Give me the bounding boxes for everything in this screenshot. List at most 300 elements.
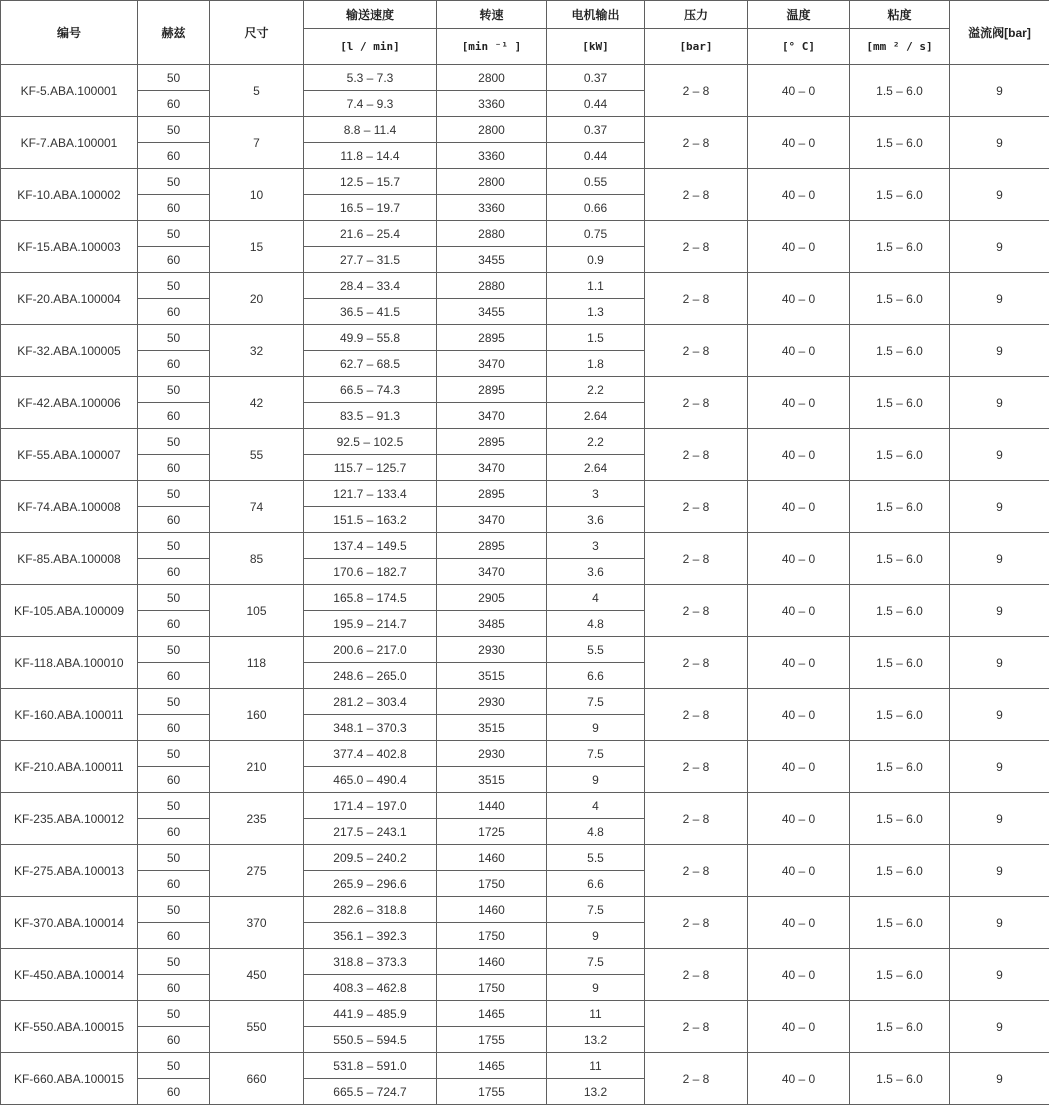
model-code-cell: KF-74.ABA.100008 bbox=[1, 481, 138, 533]
speed-cell: 3455 bbox=[437, 299, 547, 325]
flow-rate-cell: 92.5 – 102.5 bbox=[304, 429, 437, 455]
viscosity-cell: 1.5 – 6.0 bbox=[850, 585, 950, 637]
size-cell: 550 bbox=[210, 1001, 304, 1053]
speed-cell: 2880 bbox=[437, 273, 547, 299]
speed-cell: 3515 bbox=[437, 663, 547, 689]
frequency-cell: 60 bbox=[138, 403, 210, 429]
motor-power-cell: 1.8 bbox=[547, 351, 645, 377]
table-row bbox=[1, 741, 1049, 767]
size-cell: 235 bbox=[210, 793, 304, 845]
model-code-cell: KF-160.ABA.100011 bbox=[1, 689, 138, 741]
table-row bbox=[1, 377, 1049, 403]
flow-rate-cell: 348.1 – 370.3 bbox=[304, 715, 437, 741]
unit-temp: [° C] bbox=[748, 29, 850, 65]
flow-rate-cell: 21.6 – 25.4 bbox=[304, 221, 437, 247]
header-power: 电机输出 bbox=[547, 1, 645, 29]
table-row bbox=[1, 1001, 1049, 1027]
frequency-cell: 50 bbox=[138, 273, 210, 299]
speed-cell: 1460 bbox=[437, 845, 547, 871]
viscosity-cell: 1.5 – 6.0 bbox=[850, 169, 950, 221]
frequency-cell: 50 bbox=[138, 689, 210, 715]
frequency-cell: 50 bbox=[138, 117, 210, 143]
header-temp: 温度 bbox=[748, 1, 850, 29]
unit-flow: [l / min] bbox=[304, 29, 437, 65]
speed-cell: 2905 bbox=[437, 585, 547, 611]
model-code-cell: KF-450.ABA.100014 bbox=[1, 949, 138, 1001]
relief-valve-cell: 9 bbox=[950, 689, 1049, 741]
motor-power-cell: 7.5 bbox=[547, 689, 645, 715]
relief-valve-cell: 9 bbox=[950, 741, 1049, 793]
frequency-cell: 60 bbox=[138, 91, 210, 117]
speed-cell: 2895 bbox=[437, 481, 547, 507]
flow-rate-cell: 441.9 – 485.9 bbox=[304, 1001, 437, 1027]
header-flow: 输送速度 bbox=[304, 1, 437, 29]
temperature-cell: 40 – 0 bbox=[748, 845, 850, 897]
model-code-cell: KF-105.ABA.100009 bbox=[1, 585, 138, 637]
model-code-cell: KF-210.ABA.100011 bbox=[1, 741, 138, 793]
motor-power-cell: 11 bbox=[547, 1001, 645, 1027]
flow-rate-cell: 5.3 – 7.3 bbox=[304, 65, 437, 91]
speed-cell: 3360 bbox=[437, 143, 547, 169]
speed-cell: 1460 bbox=[437, 897, 547, 923]
flow-rate-cell: 408.3 – 462.8 bbox=[304, 975, 437, 1001]
motor-power-cell: 7.5 bbox=[547, 949, 645, 975]
motor-power-cell: 4 bbox=[547, 585, 645, 611]
pressure-cell: 2 – 8 bbox=[645, 741, 748, 793]
motor-power-cell: 0.75 bbox=[547, 221, 645, 247]
speed-cell: 3470 bbox=[437, 455, 547, 481]
flow-rate-cell: 115.7 – 125.7 bbox=[304, 455, 437, 481]
speed-cell: 1465 bbox=[437, 1053, 547, 1079]
speed-cell: 2880 bbox=[437, 221, 547, 247]
header-viscosity: 粘度 bbox=[850, 1, 950, 29]
temperature-cell: 40 – 0 bbox=[748, 637, 850, 689]
size-cell: 32 bbox=[210, 325, 304, 377]
table-row bbox=[1, 325, 1049, 351]
flow-rate-cell: 248.6 – 265.0 bbox=[304, 663, 437, 689]
relief-valve-cell: 9 bbox=[950, 325, 1049, 377]
size-cell: 105 bbox=[210, 585, 304, 637]
speed-cell: 3470 bbox=[437, 559, 547, 585]
speed-cell: 2895 bbox=[437, 325, 547, 351]
flow-rate-cell: 28.4 – 33.4 bbox=[304, 273, 437, 299]
flow-rate-cell: 36.5 – 41.5 bbox=[304, 299, 437, 325]
size-cell: 450 bbox=[210, 949, 304, 1001]
temperature-cell: 40 – 0 bbox=[748, 741, 850, 793]
table-row bbox=[1, 429, 1049, 455]
speed-cell: 2930 bbox=[437, 637, 547, 663]
pressure-cell: 2 – 8 bbox=[645, 221, 748, 273]
flow-rate-cell: 377.4 – 402.8 bbox=[304, 741, 437, 767]
flow-rate-cell: 356.1 – 392.3 bbox=[304, 923, 437, 949]
temperature-cell: 40 – 0 bbox=[748, 689, 850, 741]
viscosity-cell: 1.5 – 6.0 bbox=[850, 1053, 950, 1105]
model-code-cell: KF-550.ABA.100015 bbox=[1, 1001, 138, 1053]
pressure-cell: 2 – 8 bbox=[645, 897, 748, 949]
temperature-cell: 40 – 0 bbox=[748, 117, 850, 169]
motor-power-cell: 9 bbox=[547, 923, 645, 949]
motor-power-cell: 2.2 bbox=[547, 429, 645, 455]
table-header bbox=[1, 1, 1049, 65]
viscosity-cell: 1.5 – 6.0 bbox=[850, 637, 950, 689]
speed-cell: 2800 bbox=[437, 65, 547, 91]
pressure-cell: 2 – 8 bbox=[645, 533, 748, 585]
size-cell: 10 bbox=[210, 169, 304, 221]
header-pressure: 压力 bbox=[645, 1, 748, 29]
table-row bbox=[1, 637, 1049, 663]
table-body bbox=[1, 65, 1049, 1105]
temperature-cell: 40 – 0 bbox=[748, 1001, 850, 1053]
speed-cell: 1755 bbox=[437, 1079, 547, 1105]
speed-cell: 2895 bbox=[437, 429, 547, 455]
motor-power-cell: 9 bbox=[547, 975, 645, 1001]
header-speed: 转速 bbox=[437, 1, 547, 29]
relief-valve-cell: 9 bbox=[950, 117, 1049, 169]
table-row bbox=[1, 221, 1049, 247]
flow-rate-cell: 16.5 – 19.7 bbox=[304, 195, 437, 221]
flow-rate-cell: 151.5 – 163.2 bbox=[304, 507, 437, 533]
temperature-cell: 40 – 0 bbox=[748, 325, 850, 377]
frequency-cell: 50 bbox=[138, 169, 210, 195]
frequency-cell: 50 bbox=[138, 637, 210, 663]
flow-rate-cell: 170.6 – 182.7 bbox=[304, 559, 437, 585]
relief-valve-cell: 9 bbox=[950, 585, 1049, 637]
speed-cell: 2800 bbox=[437, 117, 547, 143]
frequency-cell: 50 bbox=[138, 481, 210, 507]
flow-rate-cell: 282.6 – 318.8 bbox=[304, 897, 437, 923]
motor-power-cell: 5.5 bbox=[547, 637, 645, 663]
flow-rate-cell: 550.5 – 594.5 bbox=[304, 1027, 437, 1053]
pressure-cell: 2 – 8 bbox=[645, 585, 748, 637]
relief-valve-cell: 9 bbox=[950, 1053, 1049, 1105]
speed-cell: 2930 bbox=[437, 689, 547, 715]
size-cell: 74 bbox=[210, 481, 304, 533]
model-code-cell: KF-85.ABA.100008 bbox=[1, 533, 138, 585]
temperature-cell: 40 – 0 bbox=[748, 897, 850, 949]
relief-valve-cell: 9 bbox=[950, 949, 1049, 1001]
frequency-cell: 60 bbox=[138, 351, 210, 377]
temperature-cell: 40 – 0 bbox=[748, 793, 850, 845]
frequency-cell: 50 bbox=[138, 325, 210, 351]
temperature-cell: 40 – 0 bbox=[748, 273, 850, 325]
flow-rate-cell: 171.4 – 197.0 bbox=[304, 793, 437, 819]
flow-rate-cell: 66.5 – 74.3 bbox=[304, 377, 437, 403]
motor-power-cell: 4.8 bbox=[547, 819, 645, 845]
motor-power-cell: 4.8 bbox=[547, 611, 645, 637]
speed-cell: 2930 bbox=[437, 741, 547, 767]
frequency-cell: 50 bbox=[138, 845, 210, 871]
pressure-cell: 2 – 8 bbox=[645, 689, 748, 741]
model-code-cell: KF-118.ABA.100010 bbox=[1, 637, 138, 689]
unit-viscosity: [mm ² / s] bbox=[850, 29, 950, 65]
table-row bbox=[1, 65, 1049, 91]
viscosity-cell: 1.5 – 6.0 bbox=[850, 949, 950, 1001]
motor-power-cell: 0.37 bbox=[547, 65, 645, 91]
motor-power-cell: 5.5 bbox=[547, 845, 645, 871]
motor-power-cell: 3.6 bbox=[547, 507, 645, 533]
motor-power-cell: 1.5 bbox=[547, 325, 645, 351]
relief-valve-cell: 9 bbox=[950, 377, 1049, 429]
table-row bbox=[1, 845, 1049, 871]
size-cell: 55 bbox=[210, 429, 304, 481]
flow-rate-cell: 209.5 – 240.2 bbox=[304, 845, 437, 871]
motor-power-cell: 0.66 bbox=[547, 195, 645, 221]
frequency-cell: 60 bbox=[138, 455, 210, 481]
speed-cell: 2800 bbox=[437, 169, 547, 195]
relief-valve-cell: 9 bbox=[950, 637, 1049, 689]
pressure-cell: 2 – 8 bbox=[645, 273, 748, 325]
model-code-cell: KF-5.ABA.100001 bbox=[1, 65, 138, 117]
frequency-cell: 50 bbox=[138, 949, 210, 975]
size-cell: 20 bbox=[210, 273, 304, 325]
motor-power-cell: 7.5 bbox=[547, 897, 645, 923]
motor-power-cell: 0.44 bbox=[547, 143, 645, 169]
temperature-cell: 40 – 0 bbox=[748, 585, 850, 637]
frequency-cell: 50 bbox=[138, 1053, 210, 1079]
viscosity-cell: 1.5 – 6.0 bbox=[850, 273, 950, 325]
pressure-cell: 2 – 8 bbox=[645, 377, 748, 429]
flow-rate-cell: 665.5 – 724.7 bbox=[304, 1079, 437, 1105]
table-row bbox=[1, 793, 1049, 819]
temperature-cell: 40 – 0 bbox=[748, 65, 850, 117]
speed-cell: 3455 bbox=[437, 247, 547, 273]
viscosity-cell: 1.5 – 6.0 bbox=[850, 377, 950, 429]
motor-power-cell: 11 bbox=[547, 1053, 645, 1079]
frequency-cell: 60 bbox=[138, 767, 210, 793]
speed-cell: 3485 bbox=[437, 611, 547, 637]
pressure-cell: 2 – 8 bbox=[645, 1001, 748, 1053]
frequency-cell: 50 bbox=[138, 533, 210, 559]
motor-power-cell: 3 bbox=[547, 481, 645, 507]
unit-speed: [min ⁻¹ ] bbox=[437, 29, 547, 65]
relief-valve-cell: 9 bbox=[950, 1001, 1049, 1053]
pressure-cell: 2 – 8 bbox=[645, 117, 748, 169]
pressure-cell: 2 – 8 bbox=[645, 637, 748, 689]
size-cell: 210 bbox=[210, 741, 304, 793]
model-code-cell: KF-7.ABA.100001 bbox=[1, 117, 138, 169]
speed-cell: 1460 bbox=[437, 949, 547, 975]
temperature-cell: 40 – 0 bbox=[748, 481, 850, 533]
size-cell: 15 bbox=[210, 221, 304, 273]
flow-rate-cell: 121.7 – 133.4 bbox=[304, 481, 437, 507]
pressure-cell: 2 – 8 bbox=[645, 325, 748, 377]
speed-cell: 2895 bbox=[437, 377, 547, 403]
header-code: 编号 bbox=[1, 1, 138, 65]
frequency-cell: 60 bbox=[138, 871, 210, 897]
model-code-cell: KF-660.ABA.100015 bbox=[1, 1053, 138, 1105]
viscosity-cell: 1.5 – 6.0 bbox=[850, 481, 950, 533]
temperature-cell: 40 – 0 bbox=[748, 169, 850, 221]
pressure-cell: 2 – 8 bbox=[645, 845, 748, 897]
flow-rate-cell: 12.5 – 15.7 bbox=[304, 169, 437, 195]
motor-power-cell: 6.6 bbox=[547, 663, 645, 689]
size-cell: 160 bbox=[210, 689, 304, 741]
table-row bbox=[1, 169, 1049, 195]
frequency-cell: 50 bbox=[138, 585, 210, 611]
table-row bbox=[1, 481, 1049, 507]
frequency-cell: 60 bbox=[138, 923, 210, 949]
speed-cell: 1750 bbox=[437, 871, 547, 897]
viscosity-cell: 1.5 – 6.0 bbox=[850, 741, 950, 793]
flow-rate-cell: 200.6 – 217.0 bbox=[304, 637, 437, 663]
relief-valve-cell: 9 bbox=[950, 221, 1049, 273]
header-hz: 赫兹 bbox=[138, 1, 210, 65]
pressure-cell: 2 – 8 bbox=[645, 429, 748, 481]
frequency-cell: 50 bbox=[138, 1001, 210, 1027]
speed-cell: 3360 bbox=[437, 91, 547, 117]
size-cell: 5 bbox=[210, 65, 304, 117]
speed-cell: 3470 bbox=[437, 351, 547, 377]
viscosity-cell: 1.5 – 6.0 bbox=[850, 689, 950, 741]
speed-cell: 3470 bbox=[437, 403, 547, 429]
motor-power-cell: 13.2 bbox=[547, 1079, 645, 1105]
header-size: 尺寸 bbox=[210, 1, 304, 65]
unit-power: [kW] bbox=[547, 29, 645, 65]
frequency-cell: 60 bbox=[138, 195, 210, 221]
speed-cell: 1465 bbox=[437, 1001, 547, 1027]
flow-rate-cell: 281.2 – 303.4 bbox=[304, 689, 437, 715]
model-code-cell: KF-235.ABA.100012 bbox=[1, 793, 138, 845]
flow-rate-cell: 217.5 – 243.1 bbox=[304, 819, 437, 845]
flow-rate-cell: 137.4 – 149.5 bbox=[304, 533, 437, 559]
pressure-cell: 2 – 8 bbox=[645, 169, 748, 221]
table-row bbox=[1, 1053, 1049, 1079]
model-code-cell: KF-32.ABA.100005 bbox=[1, 325, 138, 377]
relief-valve-cell: 9 bbox=[950, 429, 1049, 481]
pressure-cell: 2 – 8 bbox=[645, 481, 748, 533]
size-cell: 660 bbox=[210, 1053, 304, 1105]
speed-cell: 1725 bbox=[437, 819, 547, 845]
motor-power-cell: 13.2 bbox=[547, 1027, 645, 1053]
relief-valve-cell: 9 bbox=[950, 793, 1049, 845]
table-row bbox=[1, 689, 1049, 715]
model-code-cell: KF-370.ABA.100014 bbox=[1, 897, 138, 949]
pressure-cell: 2 – 8 bbox=[645, 1053, 748, 1105]
flow-rate-cell: 11.8 – 14.4 bbox=[304, 143, 437, 169]
speed-cell: 3515 bbox=[437, 715, 547, 741]
header-relief-valve: 溢流阀[bar] bbox=[950, 1, 1049, 65]
model-code-cell: KF-275.ABA.100013 bbox=[1, 845, 138, 897]
relief-valve-cell: 9 bbox=[950, 169, 1049, 221]
table-row bbox=[1, 273, 1049, 299]
size-cell: 118 bbox=[210, 637, 304, 689]
frequency-cell: 60 bbox=[138, 715, 210, 741]
viscosity-cell: 1.5 – 6.0 bbox=[850, 897, 950, 949]
flow-rate-cell: 62.7 – 68.5 bbox=[304, 351, 437, 377]
frequency-cell: 60 bbox=[138, 1079, 210, 1105]
viscosity-cell: 1.5 – 6.0 bbox=[850, 1001, 950, 1053]
pressure-cell: 2 – 8 bbox=[645, 65, 748, 117]
speed-cell: 3515 bbox=[437, 767, 547, 793]
motor-power-cell: 6.6 bbox=[547, 871, 645, 897]
size-cell: 370 bbox=[210, 897, 304, 949]
table-row bbox=[1, 897, 1049, 923]
motor-power-cell: 0.37 bbox=[547, 117, 645, 143]
frequency-cell: 60 bbox=[138, 247, 210, 273]
motor-power-cell: 0.9 bbox=[547, 247, 645, 273]
model-code-cell: KF-42.ABA.100006 bbox=[1, 377, 138, 429]
temperature-cell: 40 – 0 bbox=[748, 429, 850, 481]
temperature-cell: 40 – 0 bbox=[748, 377, 850, 429]
motor-power-cell: 9 bbox=[547, 767, 645, 793]
frequency-cell: 50 bbox=[138, 897, 210, 923]
flow-rate-cell: 195.9 – 214.7 bbox=[304, 611, 437, 637]
viscosity-cell: 1.5 – 6.0 bbox=[850, 845, 950, 897]
viscosity-cell: 1.5 – 6.0 bbox=[850, 65, 950, 117]
motor-power-cell: 0.44 bbox=[547, 91, 645, 117]
flow-rate-cell: 318.8 – 373.3 bbox=[304, 949, 437, 975]
frequency-cell: 60 bbox=[138, 299, 210, 325]
size-cell: 275 bbox=[210, 845, 304, 897]
relief-valve-cell: 9 bbox=[950, 897, 1049, 949]
motor-power-cell: 2.64 bbox=[547, 403, 645, 429]
flow-rate-cell: 265.9 – 296.6 bbox=[304, 871, 437, 897]
frequency-cell: 50 bbox=[138, 65, 210, 91]
size-cell: 42 bbox=[210, 377, 304, 429]
viscosity-cell: 1.5 – 6.0 bbox=[850, 429, 950, 481]
viscosity-cell: 1.5 – 6.0 bbox=[850, 533, 950, 585]
speed-cell: 3470 bbox=[437, 507, 547, 533]
flow-rate-cell: 7.4 – 9.3 bbox=[304, 91, 437, 117]
frequency-cell: 50 bbox=[138, 429, 210, 455]
motor-power-cell: 0.55 bbox=[547, 169, 645, 195]
flow-rate-cell: 8.8 – 11.4 bbox=[304, 117, 437, 143]
frequency-cell: 60 bbox=[138, 143, 210, 169]
size-cell: 7 bbox=[210, 117, 304, 169]
motor-power-cell: 1.3 bbox=[547, 299, 645, 325]
flow-rate-cell: 27.7 – 31.5 bbox=[304, 247, 437, 273]
table-row bbox=[1, 117, 1049, 143]
relief-valve-cell: 9 bbox=[950, 273, 1049, 325]
motor-power-cell: 7.5 bbox=[547, 741, 645, 767]
motor-power-cell: 3 bbox=[547, 533, 645, 559]
flow-rate-cell: 49.9 – 55.8 bbox=[304, 325, 437, 351]
frequency-cell: 60 bbox=[138, 819, 210, 845]
temperature-cell: 40 – 0 bbox=[748, 221, 850, 273]
relief-valve-cell: 9 bbox=[950, 533, 1049, 585]
speed-cell: 1750 bbox=[437, 975, 547, 1001]
frequency-cell: 60 bbox=[138, 611, 210, 637]
motor-power-cell: 3.6 bbox=[547, 559, 645, 585]
motor-power-cell: 2.2 bbox=[547, 377, 645, 403]
viscosity-cell: 1.5 – 6.0 bbox=[850, 325, 950, 377]
frequency-cell: 60 bbox=[138, 559, 210, 585]
relief-valve-cell: 9 bbox=[950, 481, 1049, 533]
model-code-cell: KF-10.ABA.100002 bbox=[1, 169, 138, 221]
model-code-cell: KF-55.ABA.100007 bbox=[1, 429, 138, 481]
model-code-cell: KF-15.ABA.100003 bbox=[1, 221, 138, 273]
frequency-cell: 50 bbox=[138, 221, 210, 247]
model-code-cell: KF-20.ABA.100004 bbox=[1, 273, 138, 325]
table-row bbox=[1, 585, 1049, 611]
temperature-cell: 40 – 0 bbox=[748, 949, 850, 1001]
motor-power-cell: 2.64 bbox=[547, 455, 645, 481]
speed-cell: 1755 bbox=[437, 1027, 547, 1053]
motor-power-cell: 1.1 bbox=[547, 273, 645, 299]
viscosity-cell: 1.5 – 6.0 bbox=[850, 221, 950, 273]
speed-cell: 1750 bbox=[437, 923, 547, 949]
flow-rate-cell: 465.0 – 490.4 bbox=[304, 767, 437, 793]
flow-rate-cell: 165.8 – 174.5 bbox=[304, 585, 437, 611]
unit-pressure: [bar] bbox=[645, 29, 748, 65]
frequency-cell: 50 bbox=[138, 377, 210, 403]
motor-power-cell: 9 bbox=[547, 715, 645, 741]
speed-cell: 1440 bbox=[437, 793, 547, 819]
frequency-cell: 60 bbox=[138, 1027, 210, 1053]
motor-power-cell: 4 bbox=[547, 793, 645, 819]
frequency-cell: 60 bbox=[138, 507, 210, 533]
pressure-cell: 2 – 8 bbox=[645, 793, 748, 845]
